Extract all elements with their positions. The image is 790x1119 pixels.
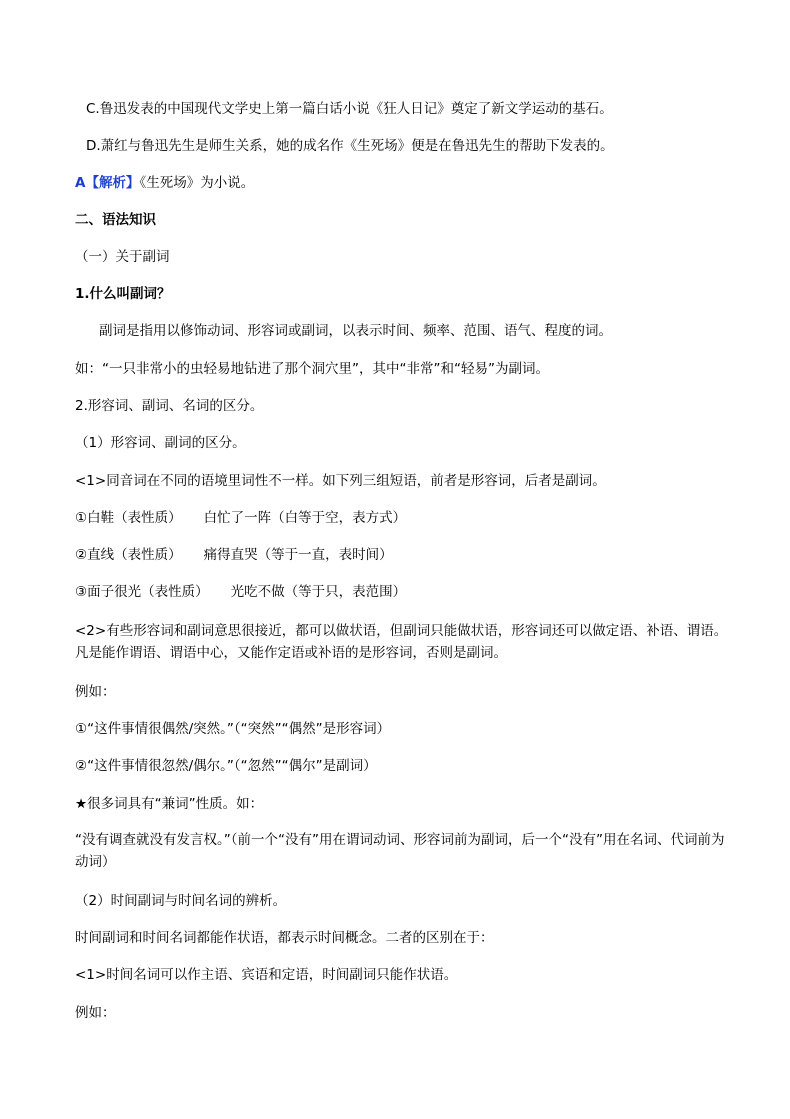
adverb-example: 如：“一只非常小的虫轻易地钻进了那个洞穴里”，其中“非常”和“轻易”为副词。 bbox=[75, 361, 549, 377]
pair-row-2 bbox=[75, 546, 765, 564]
pair-row-3 bbox=[75, 583, 765, 601]
pair-adjective: ①白鞋（表性质） bbox=[75, 510, 182, 526]
pair-adjective: ③面子很光（表性质） bbox=[75, 584, 209, 600]
analysis-answer: A【解析】 bbox=[75, 175, 140, 191]
pair-adverb: 白忙了一阵（白等于空，表方式） bbox=[203, 510, 407, 526]
analysis-text: 《生死场》为小说。 bbox=[139, 175, 255, 191]
point-2: <2>有些形容词和副词意思很接近，都可以做状语，但副词只能做状语，形容词还可以做定语、补语、谓语。凡是能作谓语、谓语中心，又能作定语或补语的是形容词，否则是副词。 bbox=[75, 623, 728, 661]
pair-row-1 bbox=[75, 509, 765, 527]
star-note: ★很多词具有“兼词”性质。如： bbox=[75, 796, 264, 812]
star-example: “没有调查就没有发言权。”（前一个“没有”用在谓词动词、形容词前为副词，后一个“没有”用在名词、代词前为动词） bbox=[75, 832, 725, 870]
option-d: D.萧红与鲁迅先生是师生关系，她的成名作《生死场》便是在鲁迅先生的帮助下发表的。 bbox=[86, 138, 614, 154]
example-label-2: 例如： bbox=[75, 1005, 116, 1021]
time-intro: 时间副词和时间名词都能作状语，都表示时间概念。二者的区别在于： bbox=[75, 930, 494, 946]
question-2-title: 2.形容词、副词、名词的区分。 bbox=[75, 398, 264, 414]
analysis-line bbox=[75, 174, 765, 192]
subheading-adj-adv: （1）形容词、副词的区分。 bbox=[75, 435, 246, 451]
subsection-title: （一）关于副词 bbox=[75, 249, 170, 265]
example-label: 例如： bbox=[75, 684, 116, 700]
point-1: <1>同音词在不同的语境里词性不一样。如下列三组短语，前者是形容词，后者是副词。 bbox=[75, 473, 606, 489]
subheading-time: （2）时间副词与时间名词的辨析。 bbox=[75, 893, 287, 909]
adverb-definition: 副词是指用以修饰动词、形容词或副词，以表示时间、频率、范围、语气、程度的词。 bbox=[99, 323, 612, 339]
example-2: ②“这件事情很忽然/偶尔。”（“忽然”“偶尔”是副词） bbox=[75, 758, 377, 774]
pair-adjective: ②直线（表性质） bbox=[75, 547, 182, 563]
question-1-title: 1.什么叫副词？ bbox=[75, 286, 171, 302]
pair-adverb: 痛得直哭（等于一直，表时间） bbox=[203, 547, 393, 563]
section-title: 二、语法知识 bbox=[75, 212, 156, 228]
option-c: C.鲁迅发表的中国现代文学史上第一篇白话小说《狂人日记》奠定了新文学运动的基石。 bbox=[86, 101, 613, 117]
example-1: ①“这件事情很偶然/突然。”（“突然”“偶然”是形容词） bbox=[75, 721, 391, 737]
pair-adverb: 光吃不做（等于只，表范围） bbox=[230, 584, 407, 600]
time-point-1: <1>时间名词可以作主语、宾语和定语，时间副词只能作状语。 bbox=[75, 967, 458, 983]
